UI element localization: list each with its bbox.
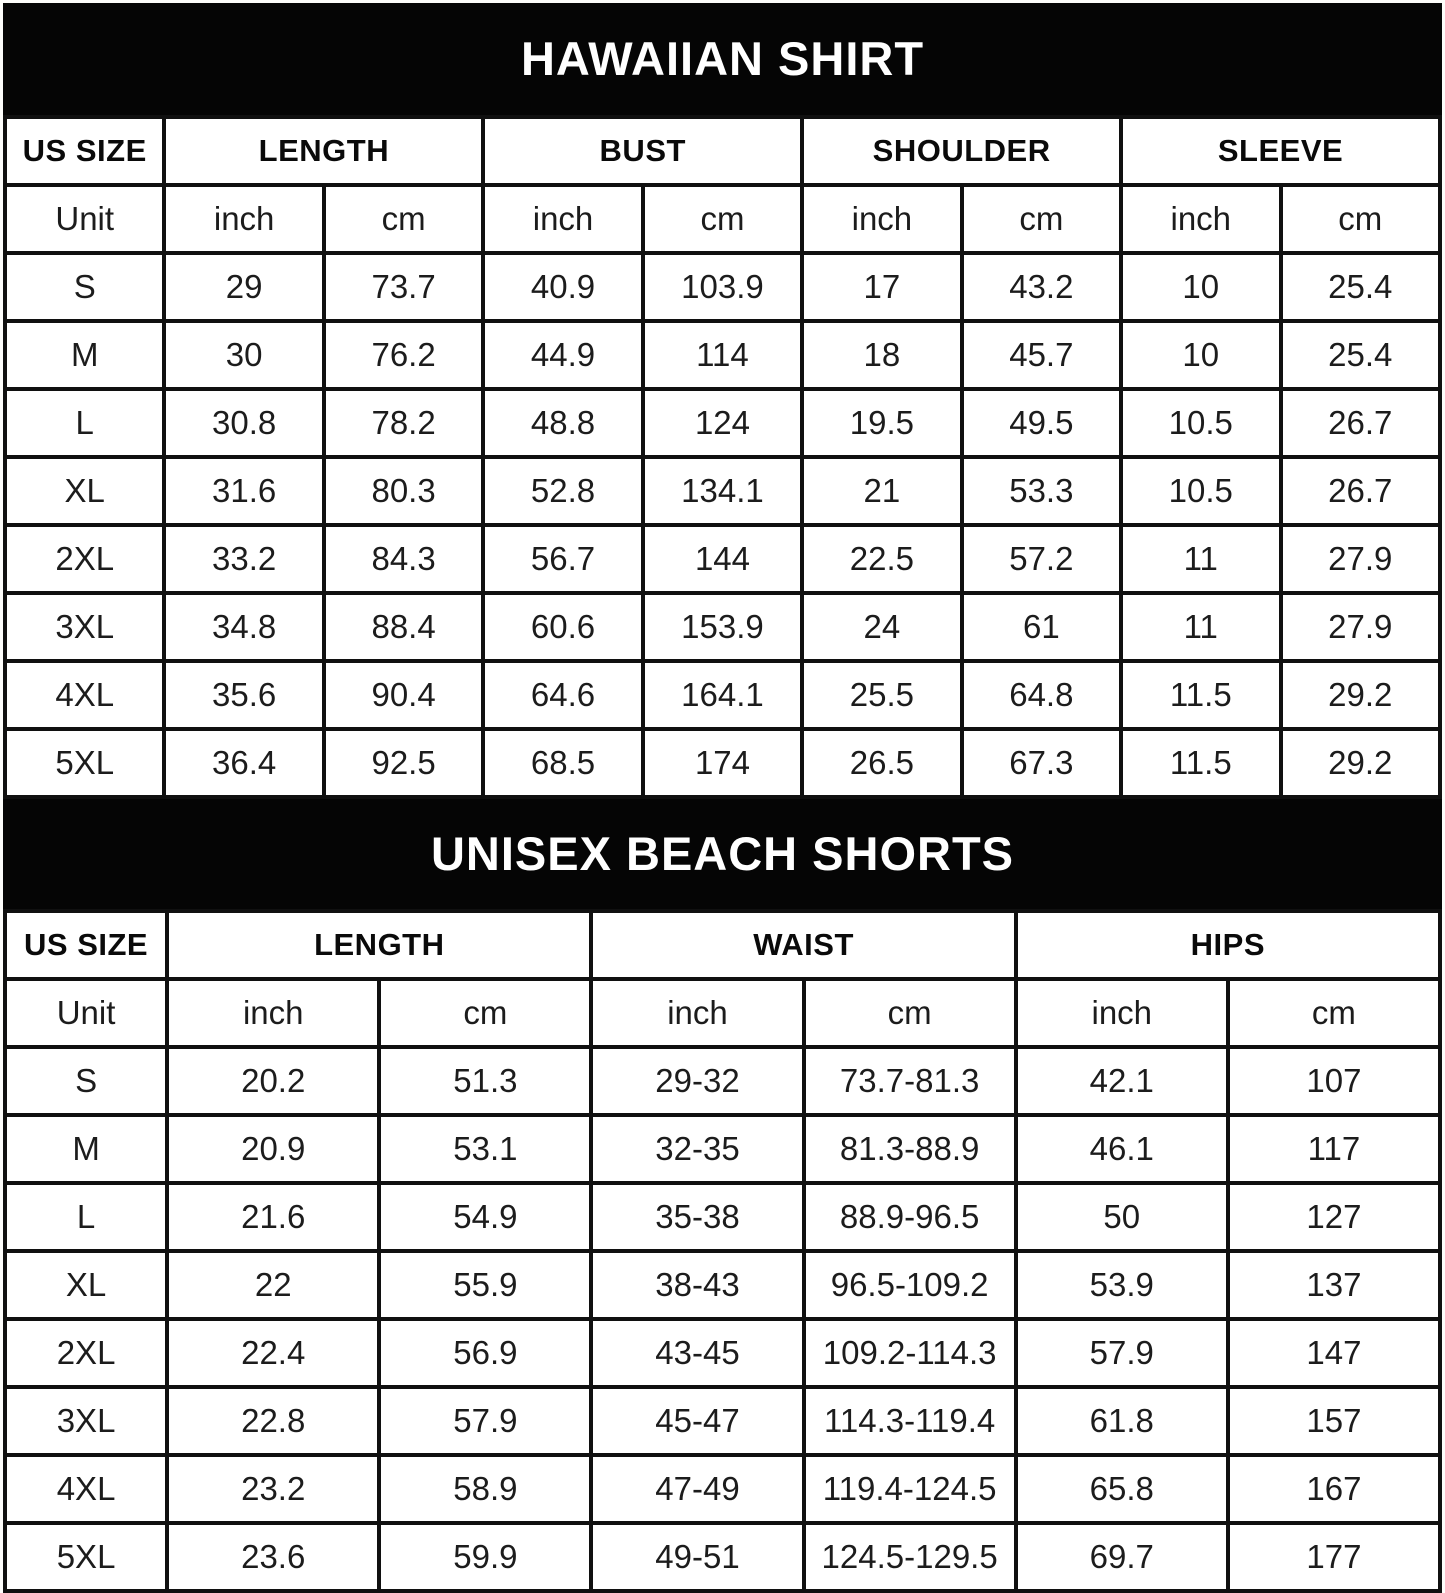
beach-shorts-title: UNISEX BEACH SHORTS (430, 826, 1015, 880)
measurement-cell: 54.9 (379, 1183, 591, 1251)
measurement-cell: 81.3-88.9 (804, 1115, 1016, 1183)
measurement-cell: 27.9 (1281, 525, 1441, 593)
measurement-cell: 67.3 (962, 729, 1121, 797)
measurement-cell: 88.4 (324, 593, 483, 661)
unit-cell: cm (1281, 185, 1441, 253)
measurement-cell: 22.5 (802, 525, 961, 593)
unit-cell: cm (324, 185, 483, 253)
unit-cell: inch (1016, 979, 1228, 1047)
size-row-2xl (5, 525, 1440, 593)
measurement-cell: 33.2 (164, 525, 323, 593)
measurement-cell: 84.3 (324, 525, 483, 593)
measurement-cell: 26.7 (1281, 457, 1441, 525)
measurement-cell: 64.8 (962, 661, 1121, 729)
measurement-cell: 109.2-114.3 (804, 1319, 1016, 1387)
col-group-us-size: US SIZE (5, 911, 167, 979)
unit-cell: inch (167, 979, 379, 1047)
size-label-cell: 3XL (5, 1387, 167, 1455)
measurement-cell: 61.8 (1016, 1387, 1228, 1455)
measurement-cell: 11.5 (1121, 661, 1280, 729)
measurement-cell: 10 (1121, 253, 1280, 321)
hawaiian-shirt-section (3, 3, 1442, 799)
measurement-cell: 30 (164, 321, 323, 389)
measurement-cell: 144 (643, 525, 802, 593)
measurement-cell: 57.9 (1016, 1319, 1228, 1387)
measurement-cell: 117 (1228, 1115, 1440, 1183)
measurement-cell: 25.4 (1281, 321, 1441, 389)
measurement-cell: 25.5 (802, 661, 961, 729)
unit-cell: inch (591, 979, 803, 1047)
measurement-cell: 34.8 (164, 593, 323, 661)
measurement-cell: 153.9 (643, 593, 802, 661)
measurement-cell: 177 (1228, 1523, 1440, 1591)
measurement-cell: 21.6 (167, 1183, 379, 1251)
measurement-cell: 22.4 (167, 1319, 379, 1387)
measurement-cell: 68.5 (483, 729, 642, 797)
size-row-s (5, 253, 1440, 321)
measurement-cell: 44.9 (483, 321, 642, 389)
measurement-cell: 127 (1228, 1183, 1440, 1251)
measurement-cell: 57.2 (962, 525, 1121, 593)
measurement-cell: 29-32 (591, 1047, 803, 1115)
measurement-cell: 38-43 (591, 1251, 803, 1319)
measurement-cell: 10 (1121, 321, 1280, 389)
measurement-cell: 22 (167, 1251, 379, 1319)
col-group-sleeve: SLEEVE (1121, 117, 1440, 185)
size-label-cell: XL (5, 1251, 167, 1319)
size-row-5xl (5, 1523, 1440, 1591)
measurement-cell: 19.5 (802, 389, 961, 457)
measurement-cell: 69.7 (1016, 1523, 1228, 1591)
measurement-cell: 174 (643, 729, 802, 797)
measurement-cell: 58.9 (379, 1455, 591, 1523)
measurement-cell: 92.5 (324, 729, 483, 797)
size-row-3xl (5, 593, 1440, 661)
measurement-cell: 53.3 (962, 457, 1121, 525)
measurement-cell: 76.2 (324, 321, 483, 389)
measurement-cell: 10.5 (1121, 457, 1280, 525)
measurement-cell: 137 (1228, 1251, 1440, 1319)
measurement-cell: 119.4-124.5 (804, 1455, 1016, 1523)
measurement-cell: 56.9 (379, 1319, 591, 1387)
size-label-cell: M (5, 321, 164, 389)
measurement-cell: 26.5 (802, 729, 961, 797)
beach-shorts-size-table (3, 909, 1442, 1593)
measurement-cell: 20.2 (167, 1047, 379, 1115)
measurement-cell: 73.7-81.3 (804, 1047, 1016, 1115)
measurement-cell: 96.5-109.2 (804, 1251, 1016, 1319)
measurement-cell: 114 (643, 321, 802, 389)
measurement-cell: 29.2 (1281, 661, 1441, 729)
measurement-cell: 43.2 (962, 253, 1121, 321)
measurement-cell: 42.1 (1016, 1047, 1228, 1115)
measurement-cell: 35-38 (591, 1183, 803, 1251)
measurement-cell: 40.9 (483, 253, 642, 321)
size-label-cell: 5XL (5, 1523, 167, 1591)
col-group-length: LENGTH (164, 117, 483, 185)
measurement-cell: 11 (1121, 593, 1280, 661)
size-label-cell: 4XL (5, 661, 164, 729)
measurement-cell: 18 (802, 321, 961, 389)
unit-row (5, 979, 1440, 1047)
measurement-cell: 164.1 (643, 661, 802, 729)
size-row-2xl (5, 1319, 1440, 1387)
measurement-cell: 60.6 (483, 593, 642, 661)
measurement-cell: 20.9 (167, 1115, 379, 1183)
measurement-cell: 147 (1228, 1319, 1440, 1387)
column-group-header-row (5, 911, 1440, 979)
measurement-cell: 25.4 (1281, 253, 1441, 321)
measurement-cell: 29.2 (1281, 729, 1441, 797)
unit-cell: inch (1121, 185, 1280, 253)
measurement-cell: 57.9 (379, 1387, 591, 1455)
measurement-cell: 59.9 (379, 1523, 591, 1591)
measurement-cell: 124 (643, 389, 802, 457)
measurement-cell: 61 (962, 593, 1121, 661)
size-label-cell: L (5, 1183, 167, 1251)
unit-cell: inch (483, 185, 642, 253)
measurement-cell: 11 (1121, 525, 1280, 593)
measurement-cell: 43-45 (591, 1319, 803, 1387)
measurement-cell: 17 (802, 253, 961, 321)
size-row-m (5, 321, 1440, 389)
size-row-m (5, 1115, 1440, 1183)
measurement-cell: 23.2 (167, 1455, 379, 1523)
measurement-cell: 124.5-129.5 (804, 1523, 1016, 1591)
size-label-cell: S (5, 253, 164, 321)
measurement-cell: 26.7 (1281, 389, 1441, 457)
col-group-waist: WAIST (591, 911, 1015, 979)
size-label-cell: 3XL (5, 593, 164, 661)
unit-row (5, 185, 1440, 253)
measurement-cell: 45-47 (591, 1387, 803, 1455)
size-label-cell: S (5, 1047, 167, 1115)
measurement-cell: 52.8 (483, 457, 642, 525)
beach-shorts-title-banner (3, 799, 1442, 909)
measurement-cell: 64.6 (483, 661, 642, 729)
size-label-cell: M (5, 1115, 167, 1183)
measurement-cell: 31.6 (164, 457, 323, 525)
column-group-header-row (5, 117, 1440, 185)
size-row-5xl (5, 729, 1440, 797)
measurement-cell: 36.4 (164, 729, 323, 797)
measurement-cell: 23.6 (167, 1523, 379, 1591)
col-group-bust: BUST (483, 117, 802, 185)
size-label-cell: 2XL (5, 525, 164, 593)
measurement-cell: 88.9-96.5 (804, 1183, 1016, 1251)
measurement-cell: 27.9 (1281, 593, 1441, 661)
measurement-cell: 167 (1228, 1455, 1440, 1523)
measurement-cell: 65.8 (1016, 1455, 1228, 1523)
measurement-cell: 49-51 (591, 1523, 803, 1591)
col-group-us-size: US SIZE (5, 117, 164, 185)
col-group-shoulder: SHOULDER (802, 117, 1121, 185)
unit-cell: inch (802, 185, 961, 253)
measurement-cell: 90.4 (324, 661, 483, 729)
unit-cell: cm (643, 185, 802, 253)
measurement-cell: 56.7 (483, 525, 642, 593)
measurement-cell: 53.1 (379, 1115, 591, 1183)
hawaiian-shirt-size-table (3, 115, 1442, 799)
measurement-cell: 50 (1016, 1183, 1228, 1251)
measurement-cell: 46.1 (1016, 1115, 1228, 1183)
size-label-cell: L (5, 389, 164, 457)
measurement-cell: 21 (802, 457, 961, 525)
size-row-3xl (5, 1387, 1440, 1455)
measurement-cell: 35.6 (164, 661, 323, 729)
measurement-cell: 32-35 (591, 1115, 803, 1183)
hawaiian-shirt-title-banner (3, 3, 1442, 115)
measurement-cell: 22.8 (167, 1387, 379, 1455)
measurement-cell: 29 (164, 253, 323, 321)
unit-cell: cm (962, 185, 1121, 253)
size-row-xl (5, 457, 1440, 525)
col-group-length: LENGTH (167, 911, 591, 979)
measurement-cell: 48.8 (483, 389, 642, 457)
measurement-cell: 55.9 (379, 1251, 591, 1319)
measurement-cell: 53.9 (1016, 1251, 1228, 1319)
measurement-cell: 51.3 (379, 1047, 591, 1115)
measurement-cell: 10.5 (1121, 389, 1280, 457)
measurement-cell: 49.5 (962, 389, 1121, 457)
measurement-cell: 30.8 (164, 389, 323, 457)
size-label-cell: 5XL (5, 729, 164, 797)
measurement-cell: 134.1 (643, 457, 802, 525)
unit-row-label: Unit (5, 979, 167, 1047)
size-label-cell: 4XL (5, 1455, 167, 1523)
measurement-cell: 73.7 (324, 253, 483, 321)
measurement-cell: 157 (1228, 1387, 1440, 1455)
unit-cell: cm (1228, 979, 1440, 1047)
measurement-cell: 114.3-119.4 (804, 1387, 1016, 1455)
unit-cell: cm (379, 979, 591, 1047)
measurement-cell: 78.2 (324, 389, 483, 457)
size-row-xl (5, 1251, 1440, 1319)
unit-cell: cm (804, 979, 1016, 1047)
size-row-l (5, 1183, 1440, 1251)
measurement-cell: 103.9 (643, 253, 802, 321)
measurement-cell: 107 (1228, 1047, 1440, 1115)
size-row-4xl (5, 661, 1440, 729)
unit-row-label: Unit (5, 185, 164, 253)
size-label-cell: 2XL (5, 1319, 167, 1387)
measurement-cell: 45.7 (962, 321, 1121, 389)
col-group-hips: HIPS (1016, 911, 1440, 979)
size-row-l (5, 389, 1440, 457)
measurement-cell: 11.5 (1121, 729, 1280, 797)
size-row-s (5, 1047, 1440, 1115)
measurement-cell: 47-49 (591, 1455, 803, 1523)
unit-cell: inch (164, 185, 323, 253)
size-row-4xl (5, 1455, 1440, 1523)
measurement-cell: 24 (802, 593, 961, 661)
beach-shorts-section (3, 799, 1442, 1593)
measurement-cell: 80.3 (324, 457, 483, 525)
size-label-cell: XL (5, 457, 164, 525)
hawaiian-shirt-title: HAWAIIAN SHIRT (520, 31, 925, 85)
